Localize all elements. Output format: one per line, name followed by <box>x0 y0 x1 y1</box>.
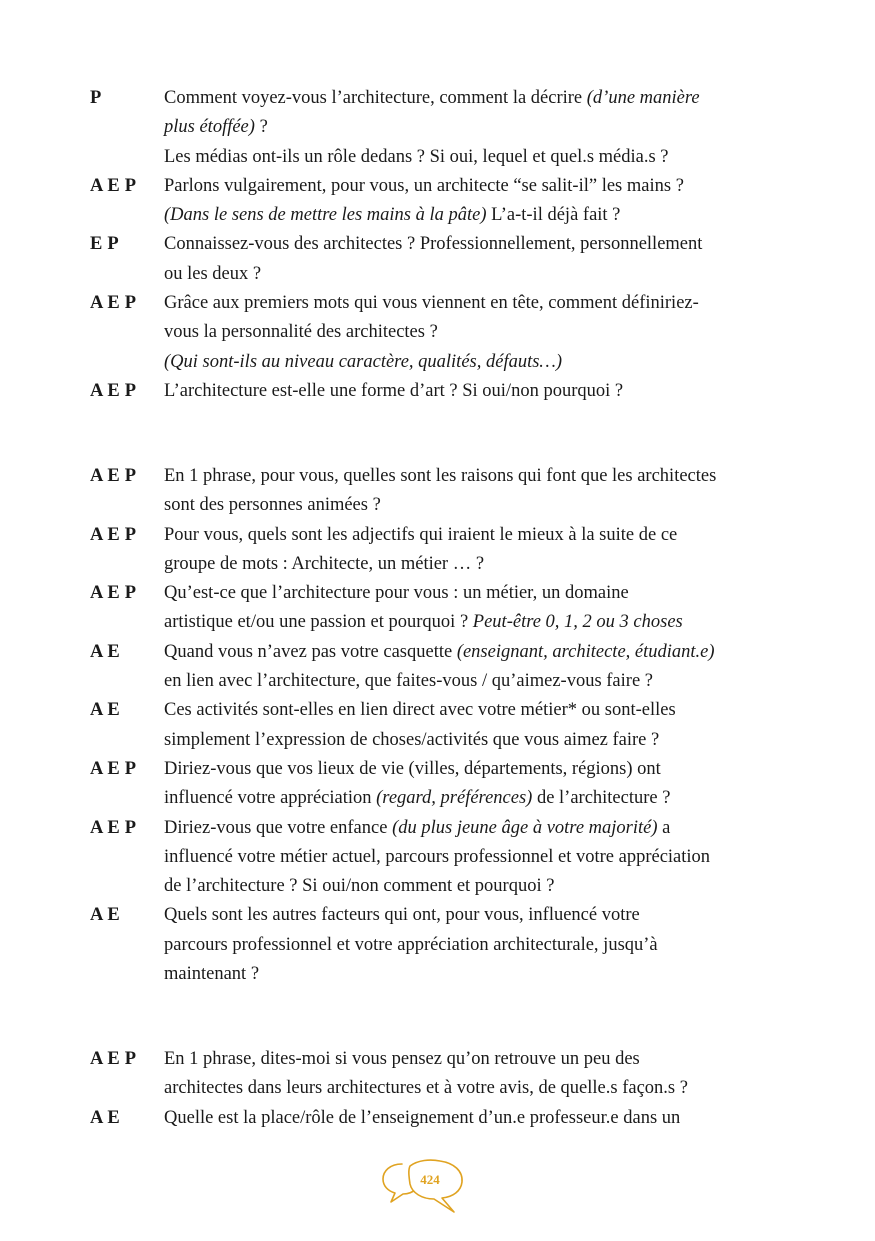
question-line <box>164 289 790 318</box>
question-line <box>164 579 790 608</box>
text-segment: Comment voyez-vous l’architecture, comment la décrire <box>164 88 587 108</box>
question-line <box>164 1074 790 1103</box>
text-segment: sont des personnes animées ? <box>164 495 381 516</box>
text-segment: Diriez-vous que vos lieux de vie (villes, départements, régions) ont <box>164 758 661 779</box>
question-text <box>164 1104 790 1133</box>
respondent-code: A E <box>90 700 120 721</box>
respondent-code: A E P <box>90 758 137 779</box>
respondent-code: A E P <box>90 817 137 838</box>
text-segment: Quelle est la place/rôle de l’enseignement d’un.e professeur.e dans un <box>164 1107 681 1128</box>
text-segment: Grâce aux premiers mots qui vous viennent en tête, comment définiriez- <box>164 293 699 314</box>
question-row <box>90 1104 790 1133</box>
question-group-2 <box>90 462 790 989</box>
text-segment: influencé votre appréciation <box>164 788 377 809</box>
question-text <box>164 289 790 377</box>
question-line <box>164 784 790 813</box>
question-line <box>164 696 790 725</box>
question-line <box>164 84 790 113</box>
question-text <box>164 172 790 231</box>
question-row <box>90 84 790 172</box>
question-line <box>164 726 790 755</box>
text-segment: Diriez-vous que votre enfance <box>164 817 393 838</box>
text-segment: en lien avec l’architecture, que faites-vous / qu’aimez-vous faire ? <box>164 671 653 692</box>
text-segment: influencé votre métier actuel, parcours professionnel et votre appréciation <box>164 846 711 867</box>
question-line <box>164 491 790 520</box>
text-segment: Quand vous n’avez pas votre casquette <box>164 641 457 662</box>
respondent-code: A E <box>90 905 120 926</box>
question-line <box>164 1045 790 1074</box>
text-segment: En 1 phrase, dites-moi si vous pensez qu’on retrouve un peu des <box>164 1049 640 1069</box>
question-line <box>164 462 790 491</box>
question-line <box>164 843 790 872</box>
question-line <box>164 931 790 960</box>
question-row <box>90 901 790 989</box>
page-footer <box>380 1158 466 1218</box>
question-line <box>164 608 790 637</box>
italic-segment: (du plus jeune âge à votre majorité) <box>392 817 658 838</box>
page-number: 424 <box>420 1172 440 1187</box>
italic-segment: (Dans le sens de mettre les mains à la pâte) <box>164 205 487 226</box>
question-row <box>90 755 790 814</box>
respondent-code: P <box>90 88 102 108</box>
respondent-code: A E <box>90 641 120 662</box>
question-text <box>164 462 790 521</box>
question-text <box>164 901 790 989</box>
question-row <box>90 696 790 755</box>
text-segment: En 1 phrase, pour vous, quelles sont les raisons qui font que les architectes <box>164 466 717 486</box>
question-line <box>164 960 790 989</box>
question-line <box>164 230 790 259</box>
text-segment: parcours professionnel et votre appréciation architecturale, jusqu’à <box>164 934 658 955</box>
question-line <box>164 550 790 579</box>
question-text <box>164 377 790 406</box>
question-line <box>164 348 790 377</box>
question-text <box>164 1045 790 1104</box>
text-segment: simplement l’expression de choses/activités que vous aimez faire ? <box>164 729 660 750</box>
italic-segment: (enseignant, architecte, étudiant.e) <box>456 641 715 662</box>
question-text <box>164 230 790 289</box>
question-line <box>164 521 790 550</box>
question-row <box>90 377 790 406</box>
text-segment: Connaissez-vous des architectes ? Professionnellement, personnellement <box>164 234 703 255</box>
text-segment: architectes dans leurs architectures et à votre avis, de quelle.s façon.s ? <box>164 1078 688 1099</box>
question-row <box>90 1045 790 1104</box>
question-row <box>90 462 790 521</box>
question-text <box>164 814 790 902</box>
respondent-code: E P <box>90 234 119 255</box>
question-row <box>90 814 790 902</box>
text-segment: Parlons vulgairement, pour vous, un architecte “se salit-il” les mains ? <box>164 175 684 196</box>
question-text <box>164 579 790 638</box>
question-row <box>90 521 790 580</box>
question-line <box>164 638 790 667</box>
question-row <box>90 230 790 289</box>
text-segment: vous la personnalité des architectes ? <box>164 322 438 343</box>
italic-segment: (regard, préférences) <box>376 788 533 809</box>
text-segment: groupe de mots : Architecte, un métier … ? <box>164 553 485 574</box>
question-line <box>164 113 790 142</box>
text-segment: a <box>657 817 671 838</box>
text-segment: de l’architecture ? Si oui/non comment et pourquoi ? <box>164 876 555 897</box>
italic-segment: (d’une manière <box>586 88 700 108</box>
question-line <box>164 201 790 230</box>
question-row <box>90 172 790 231</box>
text-segment: Pour vous, quels sont les adjectifs qui iraient le mieux à la suite de ce <box>164 524 678 545</box>
respondent-code: A E P <box>90 175 137 196</box>
question-text <box>164 84 790 172</box>
text-segment: ? <box>254 117 268 138</box>
question-row <box>90 579 790 638</box>
question-text <box>164 755 790 814</box>
text-segment: maintenant ? <box>164 964 260 985</box>
question-line <box>164 1104 790 1133</box>
question-text <box>164 696 790 755</box>
text-segment: ou les deux ? <box>164 263 262 284</box>
text-segment: Quels sont les autres facteurs qui ont, pour vous, influencé votre <box>164 905 640 926</box>
question-line <box>164 755 790 784</box>
respondent-code: A E P <box>90 524 137 545</box>
question-text <box>164 521 790 580</box>
text-segment: artistique et/ou une passion et pourquoi ? <box>164 612 473 633</box>
question-line <box>164 872 790 901</box>
respondent-code: A E P <box>90 466 137 486</box>
question-group-1 <box>90 84 790 406</box>
text-segment: Les médias ont-ils un rôle dedans ? Si oui, lequel et quel.s média.s ? <box>164 146 669 167</box>
question-row <box>90 289 790 377</box>
text-segment: L’architecture est-elle une forme d’art ? Si oui/non pourquoi ? <box>164 380 624 401</box>
respondent-code: A E P <box>90 1049 137 1069</box>
question-line <box>164 667 790 696</box>
question-line <box>164 814 790 843</box>
question-group-3 <box>90 1045 790 1133</box>
question-text <box>164 638 790 697</box>
question-line <box>164 143 790 172</box>
question-line <box>164 318 790 347</box>
respondent-code: A E <box>90 1107 120 1128</box>
text-segment: Ces activités sont-elles en lien direct avec votre métier* ou sont-elles <box>164 700 676 721</box>
question-line <box>164 377 790 406</box>
respondent-code: A E P <box>90 293 137 314</box>
italic-segment: (Qui sont-ils au niveau caractère, qualités, défauts…) <box>164 351 563 372</box>
italic-segment: Peut-être 0, 1, 2 ou 3 choses <box>472 612 683 633</box>
respondent-code: A E P <box>90 380 137 401</box>
question-row <box>90 638 790 697</box>
text-segment: de l’architecture ? <box>532 788 671 809</box>
question-line <box>164 901 790 930</box>
question-line <box>164 172 790 201</box>
question-line <box>164 260 790 289</box>
respondent-code: A E P <box>90 583 137 604</box>
italic-segment: plus étoffée) <box>164 117 255 138</box>
text-segment: L’a-t-il déjà fait ? <box>486 205 621 226</box>
text-segment: Qu’est-ce que l’architecture pour vous : un métier, un domaine <box>164 583 629 604</box>
